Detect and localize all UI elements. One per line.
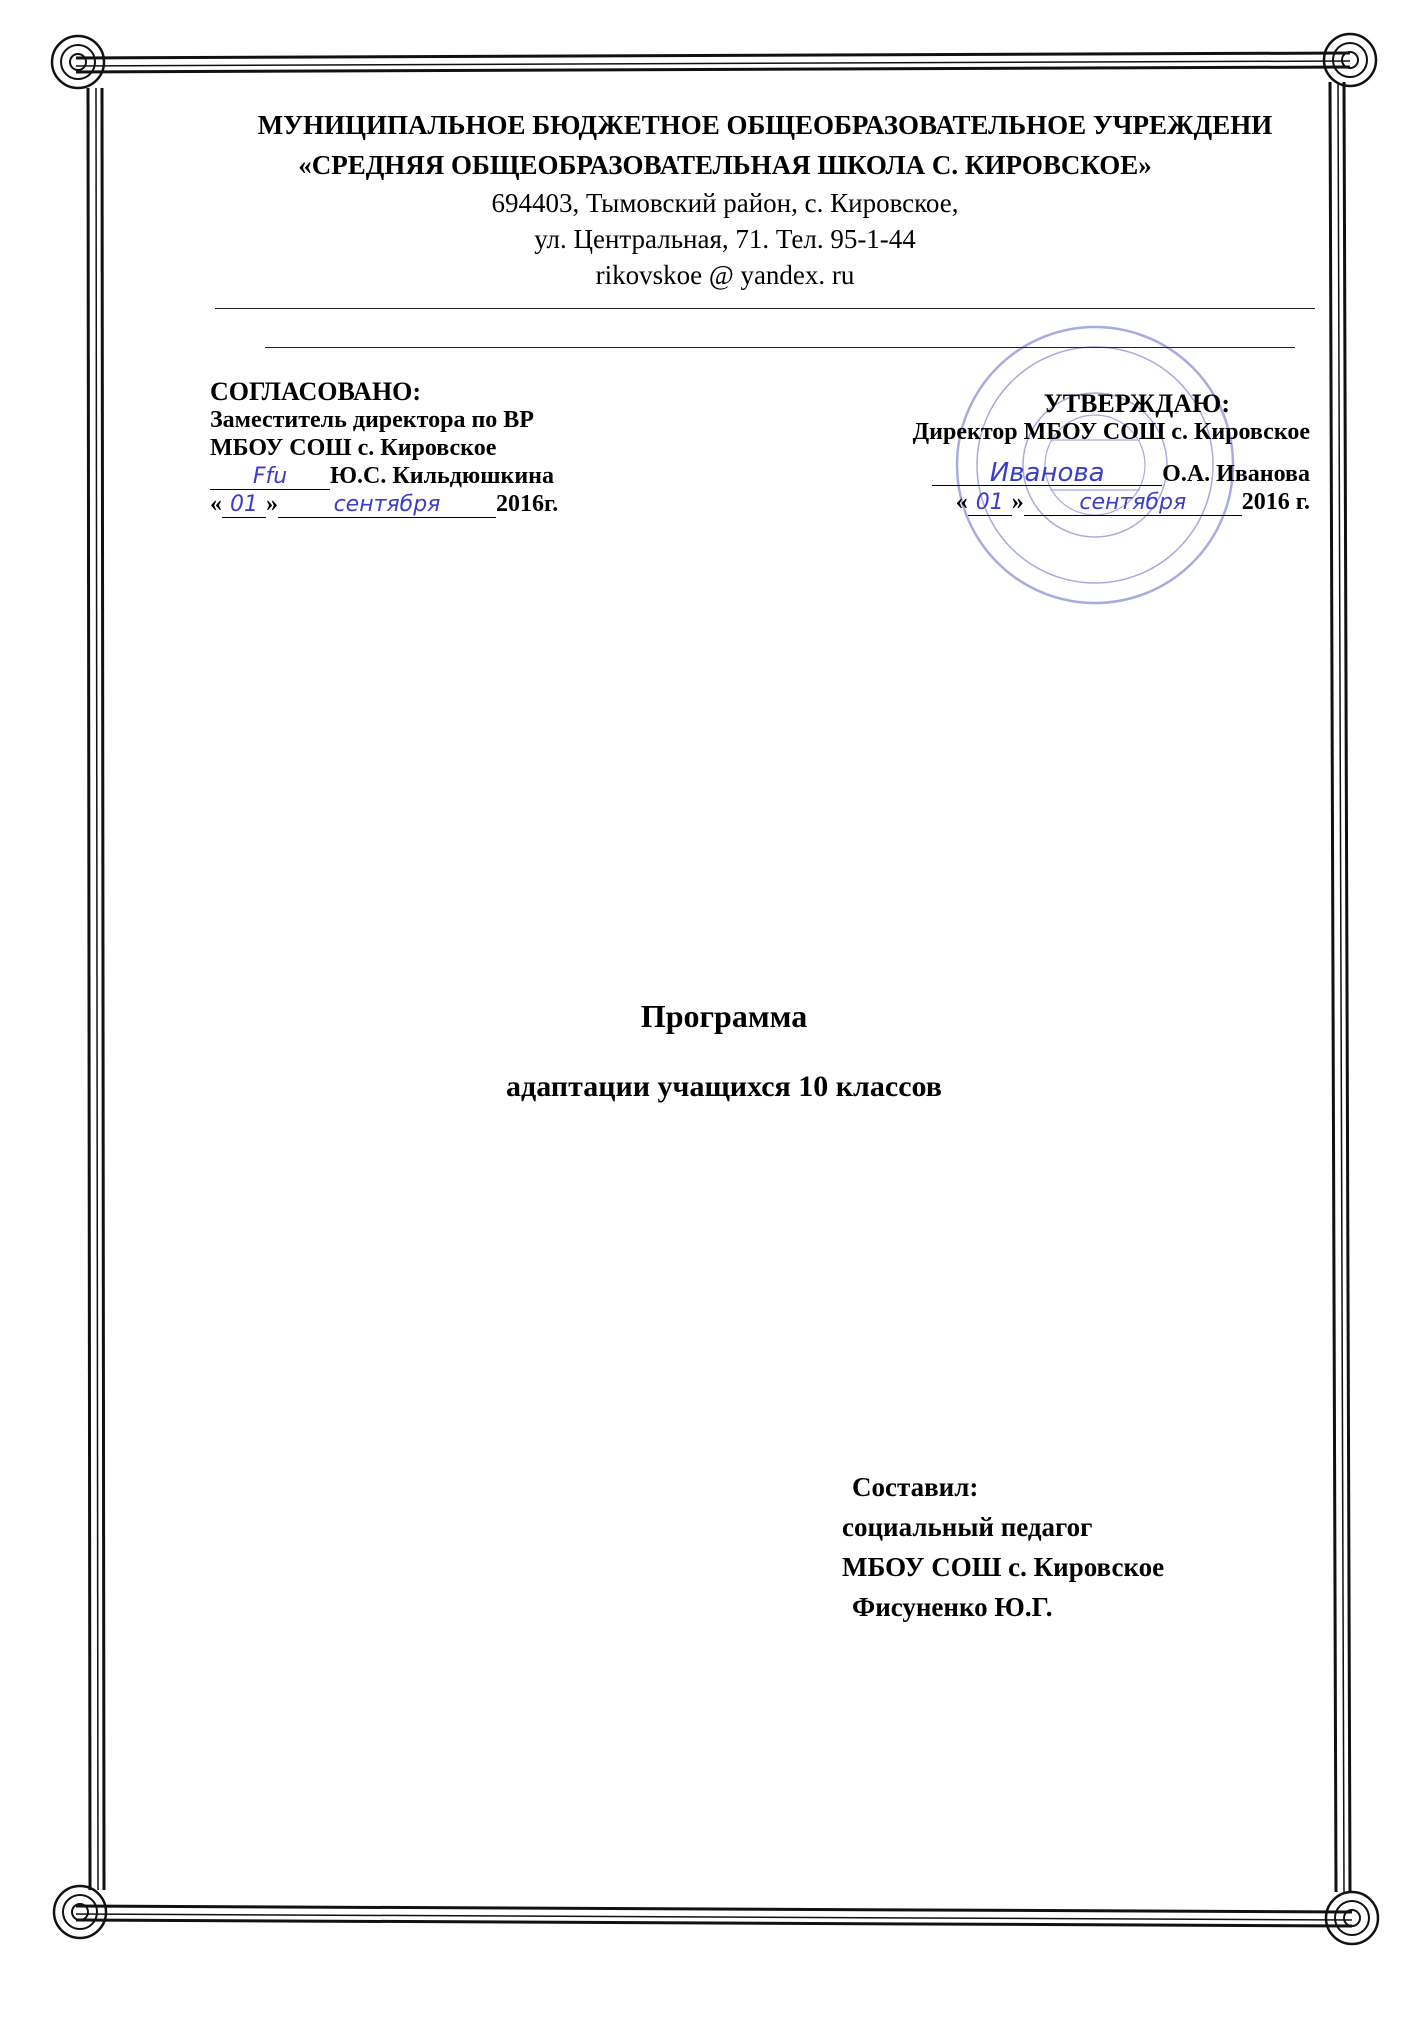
agreed-position: Заместитель директора по ВР (210, 407, 534, 433)
approve-signature: Иванова (932, 461, 1162, 486)
agreed-signature: Ffu (210, 465, 330, 490)
institution-address: 694403, Тымовский район, с. Кировское, (491, 188, 959, 218)
document-title: Программа (640, 998, 808, 1034)
approve-day: 01 (968, 491, 1012, 516)
approve-position: Директор МБОУ СОШ с. Кировское (912, 419, 1310, 445)
agreed-org: МБОУ СОШ с. Кировское (210, 435, 497, 461)
agreed-name: Ю.С. Кильдюшкина (330, 463, 554, 489)
compiler-org: МБОУ СОШ с. Кировское (842, 1552, 1165, 1582)
corner-ornament-top-right (1324, 34, 1376, 86)
institution-email: rikovskoe @ yandex. ru (595, 260, 855, 290)
approve-quote-open: « (955, 489, 968, 515)
agreed-year: 2016г. (496, 491, 559, 517)
agreed-heading: СОГЛАСОВАНО: (210, 377, 422, 406)
institution-name-line2: «СРЕДНЯЯ ОБЩЕОБРАЗОВАТЕЛЬНАЯ ШКОЛА С. КИРОВСКОЕ» (298, 150, 1152, 180)
approve-month: сентября (1024, 491, 1242, 516)
agreed-block (210, 378, 558, 518)
agreed-signature-line (210, 462, 558, 490)
approve-year: 2016 г. (1241, 489, 1310, 515)
agreed-day: 01 (222, 493, 266, 518)
agreed-quote-open: « (210, 491, 222, 517)
agreed-month: сентября (278, 493, 496, 518)
header-divider-top (215, 308, 1315, 309)
corner-ornament-top-left (52, 36, 104, 88)
compiler-role: социальный педагог (842, 1512, 1093, 1542)
compiler-name: Фисуненко Ю.Г. (852, 1592, 1053, 1622)
institution-street-phone: ул. Центральная, 71. Тел. 95-1-44 (534, 224, 916, 254)
compiler-label: Составил: (852, 1472, 979, 1502)
agreed-quote-close: » (266, 491, 278, 517)
document-subtitle: адаптации учащихся 10 классов (506, 1070, 942, 1103)
approve-block (820, 390, 1310, 516)
institution-name-line1: МУНИЦИПАЛЬНОЕ БЮДЖЕТНОЕ ОБЩЕОБРАЗОВАТЕЛЬНОЕ УЧРЕЖДЕНИ (257, 110, 1273, 140)
approve-quote-close: » (1011, 489, 1024, 515)
corner-ornament-bottom-left (54, 1886, 106, 1938)
header-divider-bottom (265, 347, 1295, 348)
agreed-date-line (210, 490, 558, 518)
approve-heading: УТВЕРЖДАЮ: (1043, 389, 1230, 418)
approve-name: О.А. Иванова (1162, 461, 1310, 487)
approve-signature-line (820, 460, 1310, 488)
corner-ornament-bottom-right (1326, 1892, 1378, 1944)
approve-date-line (820, 488, 1310, 516)
